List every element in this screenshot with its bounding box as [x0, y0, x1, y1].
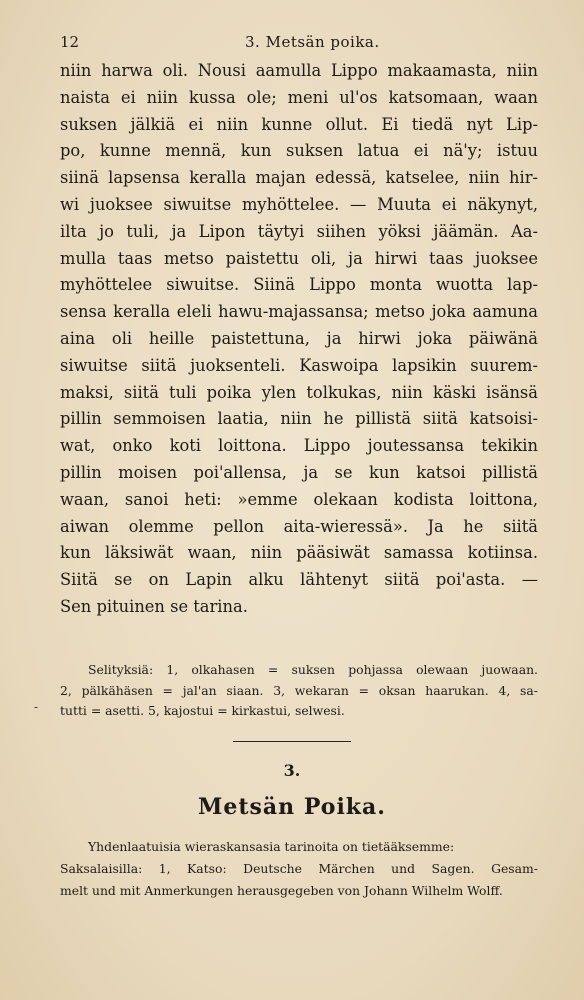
note-line: Selityksiä: 1, olkahasen = suksen pohjassa olewaan juowaan. [88, 662, 538, 677]
body-line: ilta jo tuli, ja Lipon täytyi siihen yöksi jäämän. Aa- [60, 221, 538, 241]
body-line: wi juoksee siwuitse myhöttelee. — Muuta ei näkynyt, [60, 194, 538, 214]
page-number: 12 [60, 33, 80, 51]
body-line: siwuitse siitä juoksenteli. Kaswoipa lapsikin suurem- [60, 355, 538, 375]
section-divider [233, 741, 351, 742]
body-line: maksi, siitä tuli poika ylen tolkukas, niin käski isänsä [60, 382, 538, 402]
running-head: 3. Metsän poika. [245, 33, 380, 51]
body-line: suksen jälkiä ei niin kunne ollut. Ei tiedä nyt Lip- [60, 114, 538, 134]
body-line: wat, onko koti loittona. Lippo joutessansa tekikin [60, 436, 538, 456]
body-line: po, kunne mennä, kun suksen latua ei nä'y; istuu [60, 141, 538, 161]
body-line: sensa keralla eleli hawu-majassansa; metso joka aamuna [60, 302, 538, 322]
body-line: waan, sanoi heti: »emme olekaan kodista loittona, [60, 489, 538, 509]
note-line: 2, pälkähäsen = jal'an siaan. 3, wekaran = oksan haarukan. 4, sa- [60, 682, 538, 698]
body-line: kun läksiwät waan, niin pääsiwät samassa kotiinsa. [60, 543, 538, 563]
body-line: pillin semmoisen laatia, niin he pillistä siitä katsoisi- [60, 409, 538, 429]
body-line: aiwan olemme pellon aita-wieressä». Ja he siitä [60, 516, 538, 536]
body-line: Siitä se on Lapin alku lähtenyt siitä poi'asta. — [60, 570, 538, 590]
page-header [60, 33, 532, 53]
body-line: niin harwa oli. Nousi aamulla Lippo makaamasta, niin [60, 61, 538, 80]
body-text [60, 58, 538, 621]
body-line: aina oli heille paistettuna, ja hirwi joka päiwänä [60, 328, 538, 348]
source-line: melt und mit Anmerkungen herausgegeben von Johann Wilhelm Wolff. [60, 882, 503, 898]
body-line: mulla taas metso paistettu oli, ja hirwi taas juoksee [60, 248, 538, 268]
body-line: myhöttelee siwuitse. Siinä Lippo monta wuotta lap- [60, 275, 538, 295]
body-line: Sen pituinen se tarina. [60, 596, 248, 616]
margin-mark: - [34, 700, 39, 714]
body-line: pillin moisen poi'allensa, ja se kun katsoi pillistä [60, 462, 538, 482]
section-number: 3. [283, 761, 301, 780]
source-line: Yhdenlaatuisia wieraskansasia tarinoita on tietääksemme: [88, 839, 455, 854]
sources-note [60, 836, 538, 901]
body-line: naista ei niin kussa ole; meni ul'os katsomaan, waan [60, 87, 538, 107]
source-line: Saksalaisilla: 1, Katso: Deutsche Märchen und Sagen. Gesam- [60, 860, 538, 876]
explanatory-notes [60, 660, 538, 722]
section-title: Metsän Poika. [198, 794, 386, 820]
body-line: siinä lapsensa keralla majan edessä, katselee, niin hir- [60, 168, 538, 188]
note-line: tutti = asetti. 5, kajostui = kirkastui, selwesi. [60, 703, 345, 719]
